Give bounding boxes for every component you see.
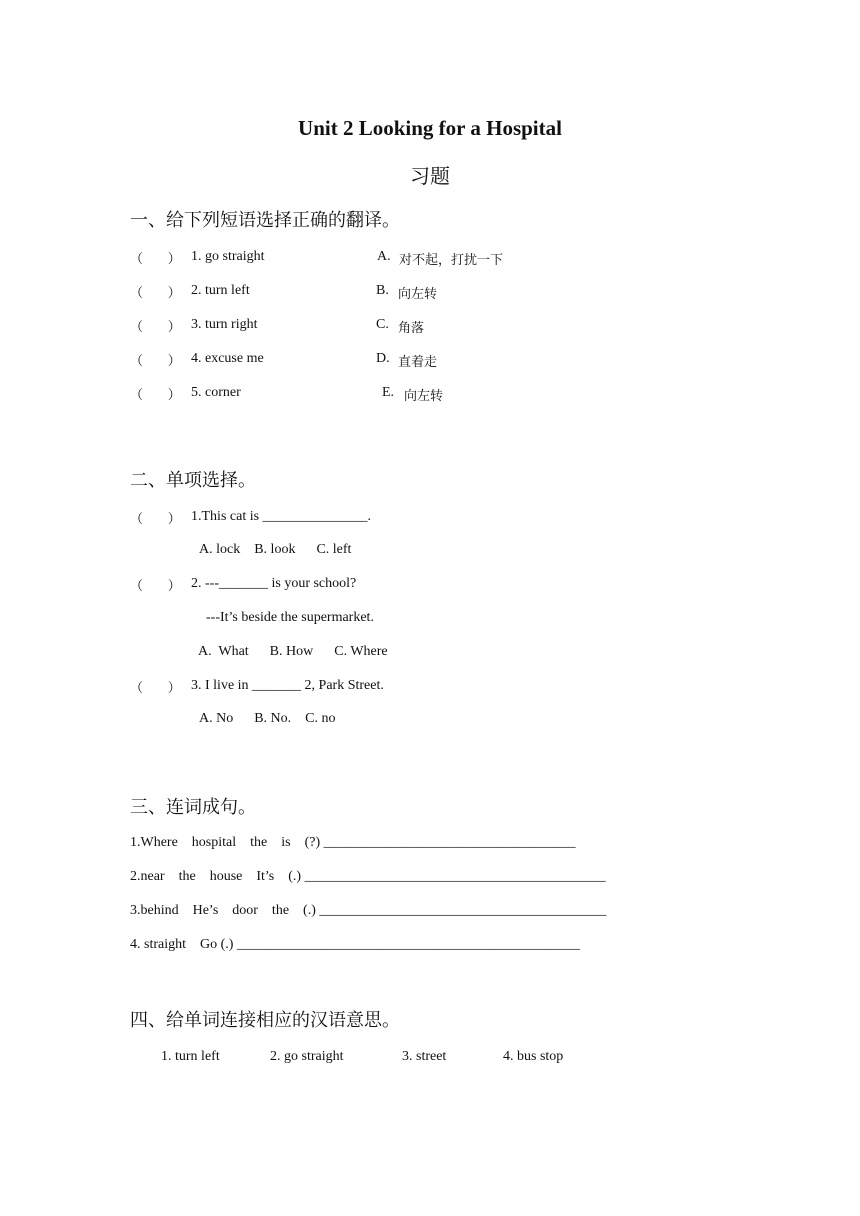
answer-paren: （ ） (130, 286, 181, 301)
question-text: 2. ---_______ is your school? (191, 576, 357, 591)
option-letter: C. (376, 317, 389, 332)
word-item: 4. bus stop (503, 1049, 564, 1064)
phrase-item: 1. go straight (191, 249, 265, 264)
option-letter: E. (382, 385, 395, 400)
question-options: A. No B. No. C. no (199, 711, 336, 726)
word-item: 3. street (402, 1049, 447, 1064)
section-3-heading: 三、连词成句。 (130, 797, 256, 818)
section-4-heading: 四、给单词连接相应的汉语意思。 (130, 1010, 400, 1031)
answer-paren: （ ） (130, 388, 181, 403)
option-text: 向左转 (398, 287, 438, 302)
sentence-item: 3.behind He’s door the (.) _________________________________________ (130, 903, 607, 918)
answer-paren: （ ） (130, 512, 181, 527)
word-item: 2. go straight (270, 1049, 344, 1064)
phrase-item: 5. corner (191, 385, 241, 400)
phrase-item: 4. excuse me (191, 351, 264, 366)
sentence-item: 4. straight Go (.) _________________________________________________ (130, 937, 580, 952)
document-subtitle: 习题 (410, 164, 450, 188)
sentence-item: 1.Where hospital the is (?) ____________________________________ (130, 835, 576, 850)
section-1-heading: 一、给下列短语选择正确的翻译。 (130, 210, 400, 231)
option-text: 角落 (398, 321, 425, 336)
section-2-heading: 二、单项选择。 (130, 470, 256, 491)
document-title: Unit 2 Looking for a Hospital (298, 116, 562, 140)
sentence-item: 2.near the house It’s (.) ___________________________________________ (130, 869, 606, 884)
question-answer-line: ---It’s beside the supermarket. (206, 610, 374, 625)
option-letter: A. (377, 249, 391, 264)
question-options: A. lock B. look C. left (199, 542, 352, 557)
answer-paren: （ ） (130, 579, 181, 594)
option-letter: B. (376, 283, 389, 298)
question-text: 1.This cat is _______________. (191, 509, 372, 524)
option-text: 直着走 (398, 355, 438, 370)
answer-paren: （ ） (130, 354, 181, 369)
option-text: 对不起，打扰一下 (399, 253, 504, 268)
answer-paren: （ ） (130, 252, 181, 267)
option-letter: D. (376, 351, 390, 366)
option-text: 向左转 (404, 389, 444, 404)
question-options: A. What B. How C. Where (198, 644, 388, 659)
phrase-item: 2. turn left (191, 283, 250, 298)
phrase-item: 3. turn right (191, 317, 258, 332)
answer-paren: （ ） (130, 681, 181, 696)
word-item: 1. turn left (161, 1049, 220, 1064)
answer-paren: （ ） (130, 320, 181, 335)
question-text: 3. I live in _______ 2, Park Street. (191, 678, 384, 693)
